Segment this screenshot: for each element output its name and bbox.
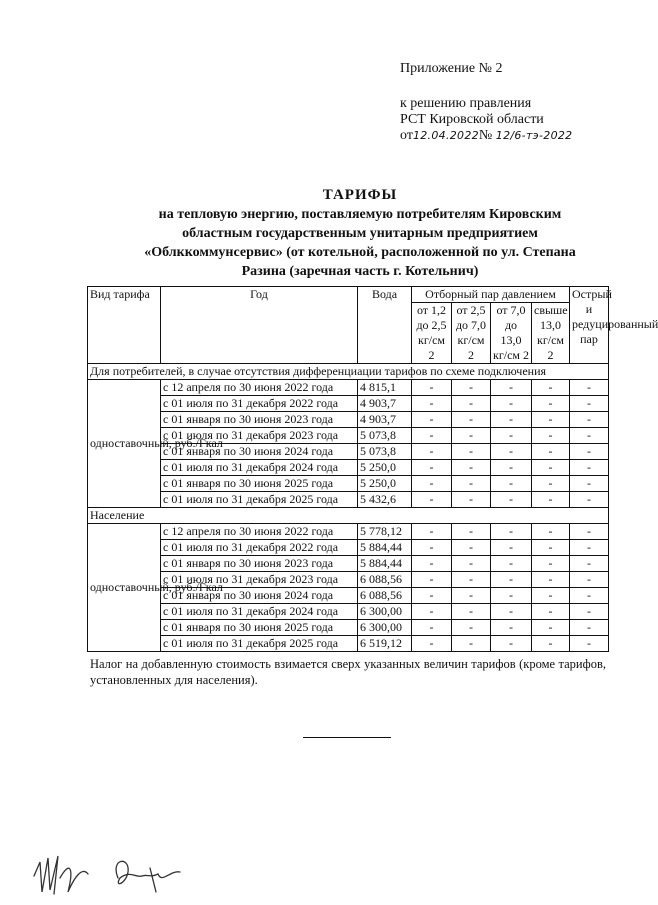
header-steam-2: от 2,5 до 7,0 кг/см 2 bbox=[452, 303, 491, 364]
table-body bbox=[88, 364, 609, 652]
steam-tariff-cell: - bbox=[452, 524, 491, 540]
water-tariff-cell: 5 778,12 bbox=[358, 524, 412, 540]
steam-tariff-cell: - bbox=[532, 620, 570, 636]
period-cell: с 01 июля по 31 декабря 2022 года bbox=[161, 540, 358, 556]
steam-tariff-cell: - bbox=[412, 524, 452, 540]
table-row bbox=[88, 620, 609, 636]
steam-tariff-cell: - bbox=[570, 428, 609, 444]
steam-tariff-cell: - bbox=[532, 492, 570, 508]
steam-tariff-cell: - bbox=[452, 572, 491, 588]
steam-tariff-cell: - bbox=[532, 476, 570, 492]
water-tariff-cell: 6 300,00 bbox=[358, 620, 412, 636]
steam-tariff-cell: - bbox=[412, 444, 452, 460]
water-tariff-cell: 5 250,0 bbox=[358, 476, 412, 492]
document-title bbox=[80, 185, 640, 281]
steam-tariff-cell: - bbox=[532, 444, 570, 460]
steam-tariff-cell: - bbox=[570, 476, 609, 492]
steam-tariff-cell: - bbox=[412, 396, 452, 412]
title-line-1: на тепловую энергию, поставляемую потребителям Кировским bbox=[158, 207, 562, 222]
table-row bbox=[88, 524, 609, 540]
table-row bbox=[88, 604, 609, 620]
decision-date: 12.04.2022 bbox=[412, 129, 479, 142]
steam-tariff-cell: - bbox=[452, 636, 491, 652]
title-main: ТАРИФЫ bbox=[322, 187, 398, 203]
period-cell: с 01 июля по 31 декабря 2024 года bbox=[161, 460, 358, 476]
water-tariff-cell: 6 519,12 bbox=[358, 636, 412, 652]
water-tariff-cell: 5 250,0 bbox=[358, 460, 412, 476]
steam-tariff-cell: - bbox=[570, 556, 609, 572]
steam-tariff-cell: - bbox=[570, 604, 609, 620]
period-cell: с 01 июля по 31 декабря 2023 года bbox=[161, 428, 358, 444]
decision-number: 12/6-тэ-2022 bbox=[495, 129, 573, 142]
steam-tariff-cell: - bbox=[570, 412, 609, 428]
steam-tariff-cell: - bbox=[412, 540, 452, 556]
table-row bbox=[88, 556, 609, 572]
steam-tariff-cell: - bbox=[570, 540, 609, 556]
period-cell: с 01 января по 30 июня 2023 года bbox=[161, 412, 358, 428]
header-period: Год bbox=[161, 287, 358, 364]
steam-tariff-cell: - bbox=[532, 556, 570, 572]
table-row bbox=[88, 476, 609, 492]
period-cell: с 01 июля по 31 декабря 2024 года bbox=[161, 604, 358, 620]
decision-number-label: № bbox=[478, 128, 493, 143]
steam-tariff-cell: - bbox=[532, 396, 570, 412]
period-cell: с 12 апреля по 30 июня 2022 года bbox=[161, 524, 358, 540]
closing-rule bbox=[303, 737, 391, 738]
title-line-2: областным государственным унитарным предприятием bbox=[182, 226, 538, 241]
steam-tariff-cell: - bbox=[570, 636, 609, 652]
handwritten-signatures bbox=[30, 848, 210, 903]
steam-tariff-cell: - bbox=[452, 588, 491, 604]
steam-tariff-cell: - bbox=[532, 428, 570, 444]
steam-tariff-cell: - bbox=[452, 620, 491, 636]
water-tariff-cell: 6 088,56 bbox=[358, 572, 412, 588]
steam-tariff-cell: - bbox=[412, 476, 452, 492]
steam-tariff-cell: - bbox=[570, 572, 609, 588]
steam-tariff-cell: - bbox=[532, 524, 570, 540]
table-row bbox=[88, 636, 609, 652]
steam-tariff-cell: - bbox=[412, 492, 452, 508]
steam-tariff-cell: - bbox=[570, 492, 609, 508]
table-row bbox=[88, 412, 609, 428]
steam-tariff-cell: - bbox=[491, 524, 532, 540]
steam-tariff-cell: - bbox=[452, 428, 491, 444]
tariff-table bbox=[87, 286, 658, 652]
header-kind: Вид тарифа bbox=[88, 287, 161, 364]
steam-tariff-cell: - bbox=[412, 620, 452, 636]
steam-tariff-cell: - bbox=[491, 412, 532, 428]
decision-reference bbox=[400, 96, 572, 144]
section-title: Население bbox=[88, 508, 609, 524]
table-row bbox=[88, 380, 609, 396]
steam-tariff-cell: - bbox=[452, 556, 491, 572]
steam-tariff-cell: - bbox=[491, 428, 532, 444]
steam-tariff-cell: - bbox=[491, 620, 532, 636]
steam-tariff-cell: - bbox=[452, 396, 491, 412]
steam-tariff-cell: - bbox=[532, 572, 570, 588]
header-steam-3: от 7,0 до 13,0 кг/см 2 bbox=[491, 303, 532, 364]
decision-line-2: РСТ Кировской области bbox=[400, 112, 544, 127]
water-tariff-cell: 5 884,44 bbox=[358, 556, 412, 572]
steam-tariff-cell: - bbox=[491, 572, 532, 588]
steam-tariff-cell: - bbox=[491, 540, 532, 556]
steam-tariff-cell: - bbox=[491, 444, 532, 460]
steam-tariff-cell: - bbox=[491, 588, 532, 604]
steam-tariff-cell: - bbox=[452, 412, 491, 428]
steam-tariff-cell: - bbox=[491, 492, 532, 508]
steam-tariff-cell: - bbox=[570, 524, 609, 540]
steam-tariff-cell: - bbox=[532, 636, 570, 652]
steam-tariff-cell: - bbox=[570, 588, 609, 604]
table-row bbox=[88, 444, 609, 460]
steam-tariff-cell: - bbox=[532, 460, 570, 476]
steam-tariff-cell: - bbox=[532, 540, 570, 556]
title-line-4: Разина (заречная часть г. Котельнич) bbox=[241, 264, 479, 279]
steam-tariff-cell: - bbox=[412, 572, 452, 588]
period-cell: с 01 января по 30 июня 2025 года bbox=[161, 476, 358, 492]
steam-tariff-cell: - bbox=[452, 380, 491, 396]
water-tariff-cell: 6 300,00 bbox=[358, 604, 412, 620]
water-tariff-cell: 5 432,6 bbox=[358, 492, 412, 508]
steam-tariff-cell: - bbox=[452, 540, 491, 556]
water-tariff-cell: 5 884,44 bbox=[358, 540, 412, 556]
steam-tariff-cell: - bbox=[412, 428, 452, 444]
period-cell: с 01 июля по 31 декабря 2023 года bbox=[161, 572, 358, 588]
period-cell: с 01 января по 30 июня 2023 года bbox=[161, 556, 358, 572]
vat-note: Налог на добавленную стоимость взимается сверх указанных величин тарифов (кроме тарифов, установленных для населения). bbox=[90, 657, 606, 687]
steam-tariff-cell: - bbox=[412, 380, 452, 396]
table-row bbox=[88, 396, 609, 412]
header-water: Вода bbox=[358, 287, 412, 364]
steam-tariff-cell: - bbox=[532, 604, 570, 620]
steam-tariff-cell: - bbox=[491, 380, 532, 396]
decision-line-1: к решению правления bbox=[400, 96, 532, 111]
steam-tariff-cell: - bbox=[452, 444, 491, 460]
steam-tariff-cell: - bbox=[412, 636, 452, 652]
water-tariff-cell: 4 903,7 bbox=[358, 396, 412, 412]
period-cell: с 01 июля по 31 декабря 2022 года bbox=[161, 396, 358, 412]
steam-tariff-cell: - bbox=[452, 604, 491, 620]
steam-tariff-cell: - bbox=[452, 492, 491, 508]
header-steam-1: от 1,2 до 2,5 кг/см 2 bbox=[412, 303, 452, 364]
steam-tariff-cell: - bbox=[532, 588, 570, 604]
period-cell: с 01 июля по 31 декабря 2025 года bbox=[161, 636, 358, 652]
steam-tariff-cell: - bbox=[532, 412, 570, 428]
steam-tariff-cell: - bbox=[452, 476, 491, 492]
steam-tariff-cell: - bbox=[491, 604, 532, 620]
table-row bbox=[88, 492, 609, 508]
table-row bbox=[88, 572, 609, 588]
steam-tariff-cell: - bbox=[491, 460, 532, 476]
header-steam-4: свыше 13,0 кг/см 2 bbox=[532, 303, 570, 364]
tariff-kind: одноставочный, руб./Гкал bbox=[88, 524, 161, 652]
water-tariff-cell: 5 073,8 bbox=[358, 428, 412, 444]
steam-tariff-cell: - bbox=[570, 620, 609, 636]
steam-tariff-cell: - bbox=[570, 380, 609, 396]
appendix-label: Приложение № 2 bbox=[400, 61, 503, 76]
water-tariff-cell: 5 073,8 bbox=[358, 444, 412, 460]
water-tariff-cell: 4 815,1 bbox=[358, 380, 412, 396]
steam-tariff-cell: - bbox=[491, 396, 532, 412]
header-steam-group: Отборный пар давлением bbox=[412, 287, 570, 303]
steam-tariff-cell: - bbox=[452, 460, 491, 476]
tariff-kind: одноставочный, руб./Гкал bbox=[88, 380, 161, 508]
steam-tariff-cell: - bbox=[570, 444, 609, 460]
period-cell: с 01 января по 30 июня 2024 года bbox=[161, 588, 358, 604]
period-cell: с 12 апреля по 30 июня 2022 года bbox=[161, 380, 358, 396]
steam-tariff-cell: - bbox=[412, 556, 452, 572]
period-cell: с 01 июля по 31 декабря 2025 года bbox=[161, 492, 358, 508]
decision-date-line bbox=[400, 128, 572, 144]
water-tariff-cell: 4 903,7 bbox=[358, 412, 412, 428]
steam-tariff-cell: - bbox=[570, 460, 609, 476]
steam-tariff-cell: - bbox=[491, 556, 532, 572]
header-live-steam: Острый и редуцированный пар bbox=[570, 287, 609, 364]
steam-tariff-cell: - bbox=[412, 604, 452, 620]
steam-tariff-cell: - bbox=[412, 588, 452, 604]
steam-tariff-cell: - bbox=[412, 412, 452, 428]
period-cell: с 01 января по 30 июня 2024 года bbox=[161, 444, 358, 460]
steam-tariff-cell: - bbox=[491, 636, 532, 652]
table-row bbox=[88, 540, 609, 556]
table-row bbox=[88, 460, 609, 476]
period-cell: с 01 января по 30 июня 2025 года bbox=[161, 620, 358, 636]
steam-tariff-cell: - bbox=[412, 460, 452, 476]
title-line-3: «Облккоммунсервис» (от котельной, расположенной по ул. Степана bbox=[144, 245, 576, 260]
steam-tariff-cell: - bbox=[491, 476, 532, 492]
section-title: Для потребителей, в случае отсутствия дифференциации тарифов по схеме подключения bbox=[88, 364, 609, 380]
table-row bbox=[88, 428, 609, 444]
table-row bbox=[88, 588, 609, 604]
decision-from: от bbox=[400, 128, 413, 143]
steam-tariff-cell: - bbox=[570, 396, 609, 412]
water-tariff-cell: 6 088,56 bbox=[358, 588, 412, 604]
steam-tariff-cell: - bbox=[532, 380, 570, 396]
